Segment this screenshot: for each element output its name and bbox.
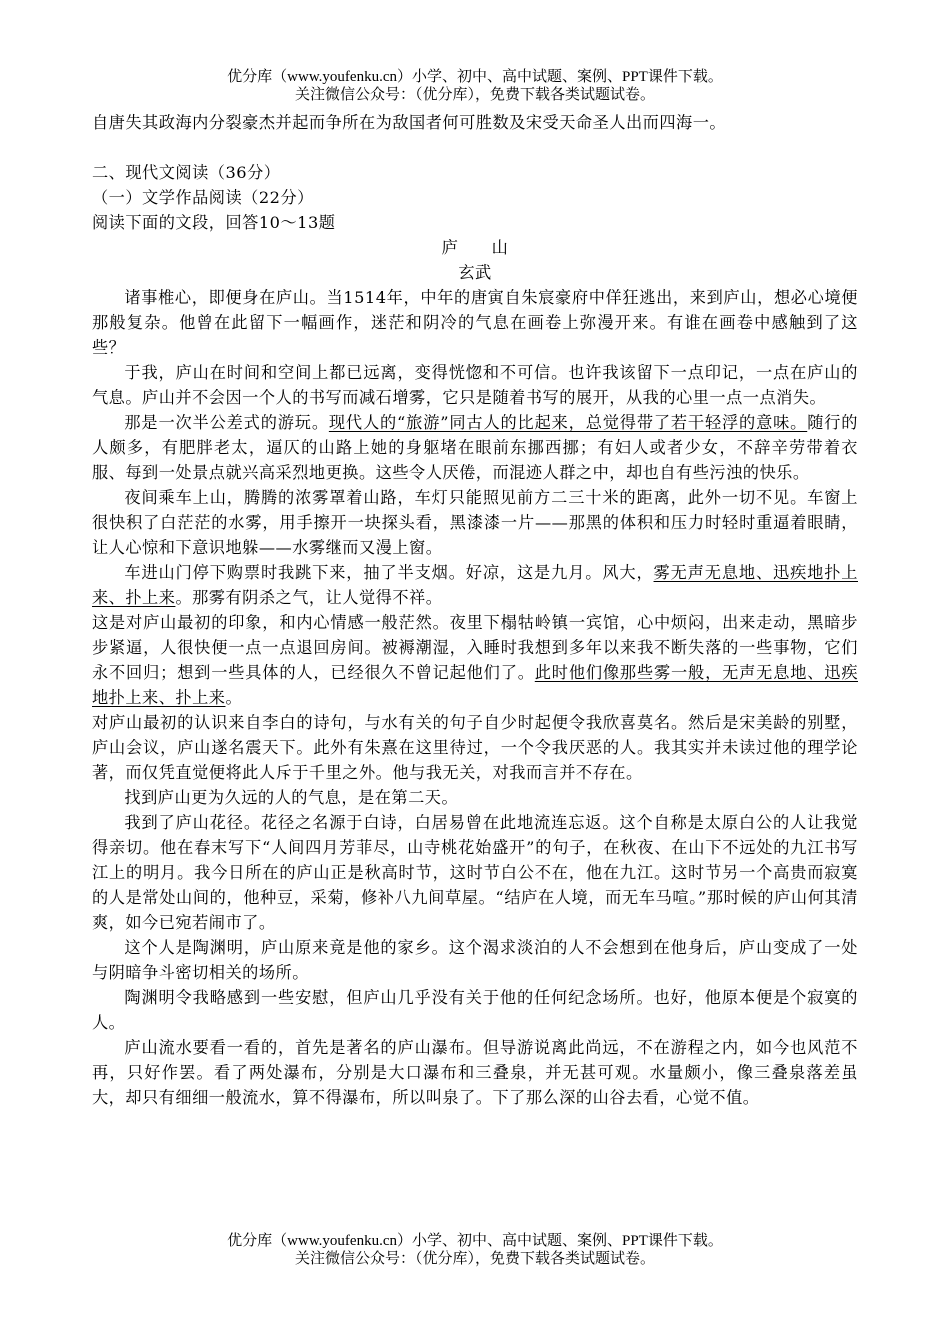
article-title: 庐 山: [441, 238, 509, 257]
paragraph-5-text-b: 。那雾有阴杀之气，让人觉得不祥。: [175, 588, 443, 607]
header-line-2: 关注微信公众号：（优分库），免费下载各类试题试卷。: [294, 87, 655, 103]
footer-line-2: 关注微信公众号：（优分库），免费下载各类试题试卷。: [294, 1251, 655, 1267]
paragraph-6-text-b: 。: [225, 688, 243, 707]
paragraph-12: 庐山流水要看一看的，首先是著名的庐山瀑布。但导游说离此尚远，不在游程之内，如今也风范不再，只好作罢。看了两处瀑布，分别是大口瀑布和三叠泉，并无甚可观。水量颇小，像三叠泉落差虽大，却只有细细一般流水，算不得瀑布，所以叫泉了。下了那么深的山谷去看，心觉不值。: [92, 1038, 858, 1107]
paragraph-2: 于我，庐山在时间和空间上都已远离，变得恍惚和不可信。也许我该留下一点印记，一点在庐山的气息。庐山并不会因一个人的书写而减石增雾，它只是随着书写的展开，从我的心里一点一点消失。: [92, 363, 858, 407]
paragraph-3-text-b: 随行的人颇多，有肥胖老太，逼仄的山路上她的身躯堵在眼前东挪西挪；有妇人或者少女，不辞辛劳带着衣服、每到一处景点就兴高采烈地更换。这些令人厌倦，而混迹人群之中，却也自有些污浊的快乐。: [92, 413, 858, 482]
underlined-sentence-2: 雾无声无息地、迅疾地扑上来、扑上来: [92, 563, 858, 607]
paragraph-6: [92, 610, 858, 710]
paragraph-1: 诸事椎心，即便身在庐山。当1514年，中年的唐寅自朱宸豪府中佯狂逃出，来到庐山，想必心境便那般复杂。他曾在此留下一幅画作，迷茫和阴冷的气息在画卷上弥漫开来。有谁在画卷中感触到了这些？: [92, 288, 858, 357]
section-heading: 二、现代文阅读（36分）: [92, 163, 281, 182]
article-author: 玄武: [458, 263, 492, 282]
paragraph-7: 对庐山最初的认识来自李白的诗句，与水有关的句子自少时起便令我欣喜莫名。然后是宋美龄的别墅，庐山会议，庐山遂名震天下。此外有朱熹在这里待过，一个令我厌恶的人。我其实并未读过他的理学论著，而仅凭直觉便将此人斥于千里之外。他与我无关，对我而言并不存在。: [92, 713, 858, 782]
page-header: [0, 68, 950, 104]
paragraph-4: 夜间乘车上山，腾腾的浓雾罩着山路，车灯只能照见前方二三十米的距离，此外一切不见。车窗上很快积了白茫茫的水雾，用手擦开一块探头看，黑漆漆一片——那黑的体积和压力时轻时重逼着眼睛，让人心惊和下意识地躲——水雾继而又漫上窗。: [92, 488, 858, 557]
paragraph-10: 这个人是陶渊明，庐山原来竟是他的家乡。这个渴求淡泊的人不会想到在他身后，庐山变成了一处与阴暗争斗密切相关的场所。: [92, 938, 858, 982]
paragraph-5-text-a: 车进山门停下购票时我跳下来，抽了半支烟。好凉，这是九月。风大，: [124, 563, 654, 582]
classical-excerpt: 自唐失其政海内分裂豪杰并起而争所在为敌国者何可胜数及宋受天命圣人出而四海一。: [92, 113, 727, 132]
section-subheading: （一）文学作品阅读（22分）: [92, 188, 314, 207]
footer-line-1: 优分库（www.youfenku.cn）小学、初中、高中试题、案例、PPT课件下载。: [227, 1233, 723, 1249]
paragraph-3: [92, 410, 858, 485]
paragraph-11: 陶渊明令我略感到一些安慰，但庐山几乎没有关于他的任何纪念场所。也好，他原本便是个寂寞的人。: [92, 988, 858, 1032]
page-footer: [0, 1232, 950, 1268]
underlined-sentence-3: 此时他们像那些雾一般，无声无息地、迅疾地扑上来、扑上来: [92, 663, 859, 707]
paragraph-9: 我到了庐山花径。花径之名源于白诗，白居易曾在此地流连忘返。这个自称是太原白公的人让我觉得亲切。他在春末写下“人间四月芳菲尽，山寺桃花始盛开”的句子，在秋夜、在山下不远处的九江书写江上的明月。我今日所在的庐山正是秋高时节，这时节白公不在，他在九江。这时节另一个高贵而寂寞的人是常处山间的，他种豆，采菊，修补八九间草屋。“结庐在人境，而无车马喧。”那时候的庐山何其清爽，如今已宛若闹市了。: [92, 813, 858, 932]
header-line-1: 优分库（www.youfenku.cn）小学、初中、高中试题、案例、PPT课件下载。: [227, 69, 723, 85]
reading-instruction: 阅读下面的文段，回答10～13题: [92, 213, 336, 232]
main-text: [92, 110, 858, 1110]
paragraph-5: [92, 560, 858, 610]
paragraph-6-text-a: 这是对庐山最初的印象，和内心情感一般茫然。夜里下榻牯岭镇一宾馆，心中烦闷，出来走动，黑暗步步紧逼，人很快便一点一点退回房间。被褥潮湿，入睡时我想到多年以来我不断失落的一些事物，它们永不回归；想到一些具体的人，已经很久不曾记起他们了。: [92, 613, 858, 682]
paragraph-8: 找到庐山更为久远的人的气息，是在第二天。: [124, 788, 459, 807]
underlined-sentence-1: 现代人的“旅游”同古人的比起来，总觉得带了若干轻浮的意味。: [328, 413, 808, 432]
paragraph-3-text-a: 那是一次半公差式的游玩。: [124, 413, 329, 432]
